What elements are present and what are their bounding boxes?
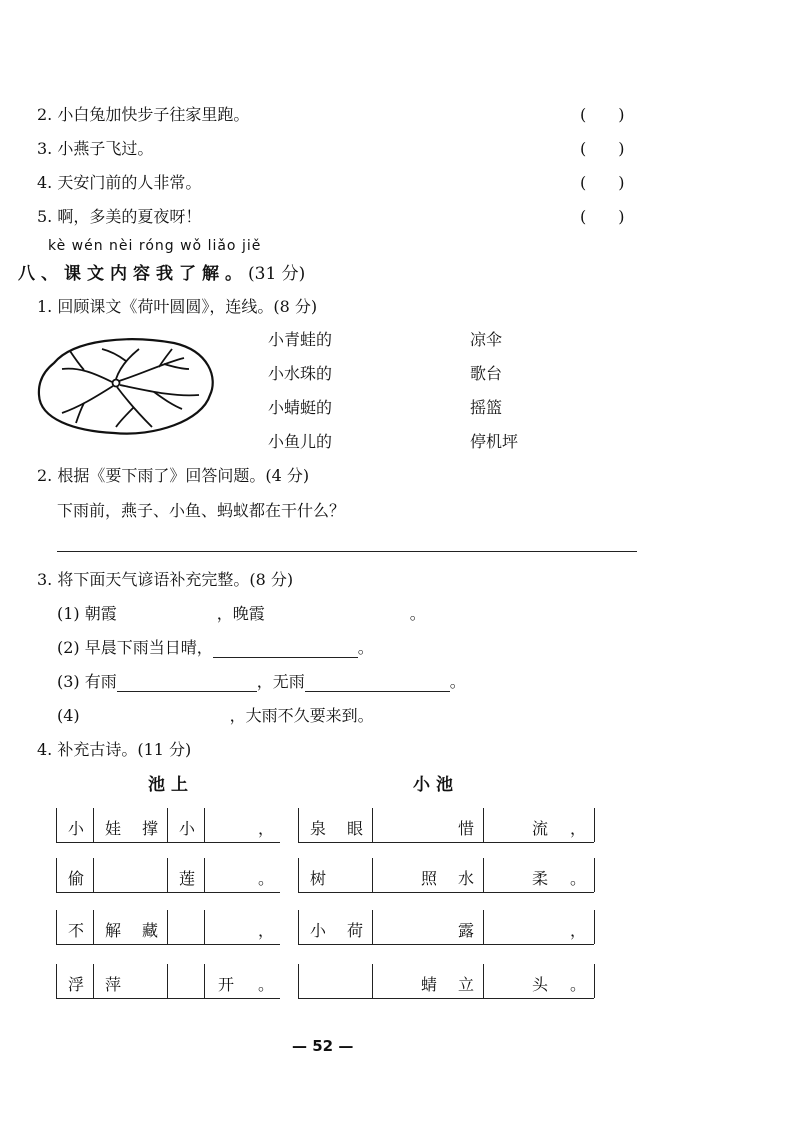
poem2-line-1 [298,808,594,843]
poem-character: 柔 [531,869,548,888]
grid-rule [93,808,94,842]
poem-punctuation: 。 [569,975,586,994]
grid-rule [56,910,57,944]
judgement-answer-paren-5[interactable]: ( ) [580,207,625,226]
judgement-answer-paren-4[interactable]: ( ) [580,173,625,192]
grid-rule [372,964,373,998]
q4-title: 4. 补充古诗。(11 分) [37,740,192,759]
grid-rule [372,858,373,892]
poem-blank-cell[interactable] [140,972,160,990]
poem-character: 惜 [457,819,474,838]
grid-rule [93,858,94,892]
judgement-item-3: 3. 小燕子飞过。 [37,139,154,158]
poem-character: 荷 [346,921,363,940]
q1-left-item-3[interactable]: 小蜻蜓的 [268,398,333,417]
q3-item-2-start: (2) 早晨下雨当日晴， [57,638,213,657]
poem-blank-cell[interactable] [216,866,236,884]
poem-punctuation: ， [569,819,586,838]
poem-character: 不 [67,921,84,940]
poem-character: 娃 [104,819,121,838]
q3-item-1-end: 。 [409,604,426,623]
poem-character: 小 [67,819,84,838]
page-number: — 52 — [292,1037,354,1055]
grid-rule [56,808,57,842]
poem-character: 泉 [309,819,326,838]
grid-rule [298,910,299,944]
grid-rule [167,964,168,998]
grid-rule [298,808,299,842]
q3-blank-3a[interactable] [117,671,257,692]
grid-rule [483,964,484,998]
grid-rule [594,808,595,842]
poem-blank-cell[interactable] [345,866,365,884]
poem-blank-cell[interactable] [216,816,236,834]
poem2-line-2 [298,858,594,893]
poem-punctuation: ， [257,921,274,940]
poem-blank-cell[interactable] [140,866,160,884]
grid-rule [204,858,205,892]
q3-item-1-start: (1) 朝霞 [57,604,117,623]
poem1-line-3 [56,910,280,945]
poem-punctuation: 。 [257,975,274,994]
lotus-leaf-illustration [34,333,216,441]
grid-rule [298,858,299,892]
poem-character: 小 [309,921,326,940]
poem-character: 树 [309,869,326,888]
judgement-answer-paren-2[interactable]: ( ) [580,105,625,124]
poem-character: 撑 [141,819,158,838]
poem-character: 解 [104,921,121,940]
poem-punctuation: 。 [257,869,274,888]
q3-item-1-mid: ，晚霞 [216,604,265,623]
poem-blank-cell[interactable] [419,816,439,834]
poem-character: 蜻 [420,975,437,994]
grid-rule [372,808,373,842]
q3-item-2 [57,635,374,658]
poem-character: 露 [457,921,474,940]
poem-punctuation: 。 [569,869,586,888]
grid-rule [204,910,205,944]
poem-punctuation: ， [257,819,274,838]
q1-left-item-2[interactable]: 小水珠的 [268,364,333,383]
q3-item-3 [57,669,466,692]
poem-character: 偷 [67,869,84,888]
section-score: (31 分) [248,264,306,284]
grid-rule [93,910,94,944]
grid-rule [93,964,94,998]
section-heading [18,259,305,284]
poem-character: 头 [531,975,548,994]
q1-left-item-4[interactable]: 小鱼儿的 [268,432,333,451]
poem-blank-cell[interactable] [216,918,236,936]
poem1-line-1 [56,808,280,843]
q3-blank-3b[interactable] [305,671,450,692]
poem-character: 小 [178,819,195,838]
poem-character: 浮 [67,975,84,994]
q1-right-item-2[interactable]: 歌台 [470,364,503,383]
q3-item-4-start: (4) [57,706,80,725]
poem-character: 眼 [346,819,363,838]
grid-rule [167,808,168,842]
poem-punctuation: ， [569,921,586,940]
q1-left-item-1[interactable]: 小青蛙的 [268,330,333,349]
poem-character: 开 [217,975,234,994]
q3-item-3-end: 。 [449,672,466,691]
q3-item-4 [57,703,374,726]
q2-answer-line[interactable] [57,551,637,552]
poem-character: 萍 [104,975,121,994]
grid-rule [56,858,57,892]
q1-right-item-3[interactable]: 摇篮 [470,398,503,417]
judgement-item-5: 5. 啊，多美的夏夜呀！ [37,207,202,226]
q1-right-item-4[interactable]: 停机坪 [470,432,519,451]
poem2-line-3 [298,910,594,945]
section-title: 八、课文内容我了解。 [18,264,248,284]
judgement-item-4: 4. 天安门前的人非常。 [37,173,202,192]
poem-blank-cell[interactable] [419,918,439,936]
poem1-line-2 [56,858,280,893]
poem-character: 水 [457,869,474,888]
grid-rule [372,910,373,944]
poem-blank-cell[interactable] [530,918,550,936]
judgement-item-2: 2. 小白兔加快步子往家里跑。 [37,105,250,124]
q2-title: 2. 根据《要下雨了》回答问题。(4 分) [37,466,310,485]
q3-item-3-mid: ，无雨 [256,672,305,691]
grid-rule [594,964,595,998]
grid-rule [204,964,205,998]
poem2-title: 小池 [413,775,459,795]
poem-character: 流 [531,819,548,838]
poem1-line-4 [56,964,280,999]
grid-rule [483,910,484,944]
grid-rule [594,910,595,944]
poem-blank-cell[interactable] [177,972,197,990]
q3-item-2-end: 。 [357,638,374,657]
grid-rule [298,964,299,998]
section-pinyin: kè wén nèi róng wǒ liǎo jiě [48,238,262,254]
q3-item-4-end: ，大雨不久要来到。 [229,706,374,725]
poem-character: 立 [457,975,474,994]
poem2-line-4 [298,964,594,999]
poem-blank-cell[interactable] [308,972,328,990]
q1-title: 1. 回顾课文《荷叶圆圆》，连线。(8 分) [37,297,318,316]
poem1-title: 池上 [148,775,194,795]
q3-item-3-start: (3) 有雨 [57,672,117,691]
poem-character: 藏 [141,921,158,940]
q3-title: 3. 将下面天气谚语补充完整。(8 分) [37,570,294,589]
grid-rule [167,910,168,944]
q2-question: 下雨前，燕子、小鱼、蚂蚁都在干什么？ [57,501,346,520]
grid-rule [483,808,484,842]
grid-rule [594,858,595,892]
poem-character: 照 [420,869,437,888]
poem-blank-cell[interactable] [103,866,123,884]
grid-rule [483,858,484,892]
grid-rule [56,964,57,998]
grid-rule [204,808,205,842]
judgement-answer-paren-3[interactable]: ( ) [580,139,625,158]
q3-blank-2[interactable] [213,637,358,658]
poem-blank-cell[interactable] [177,918,197,936]
poem-blank-cell[interactable] [345,972,365,990]
q3-item-1 [57,601,426,624]
poem-character: 莲 [178,869,195,888]
q1-right-item-1[interactable]: 凉伞 [470,330,503,349]
grid-rule [167,858,168,892]
